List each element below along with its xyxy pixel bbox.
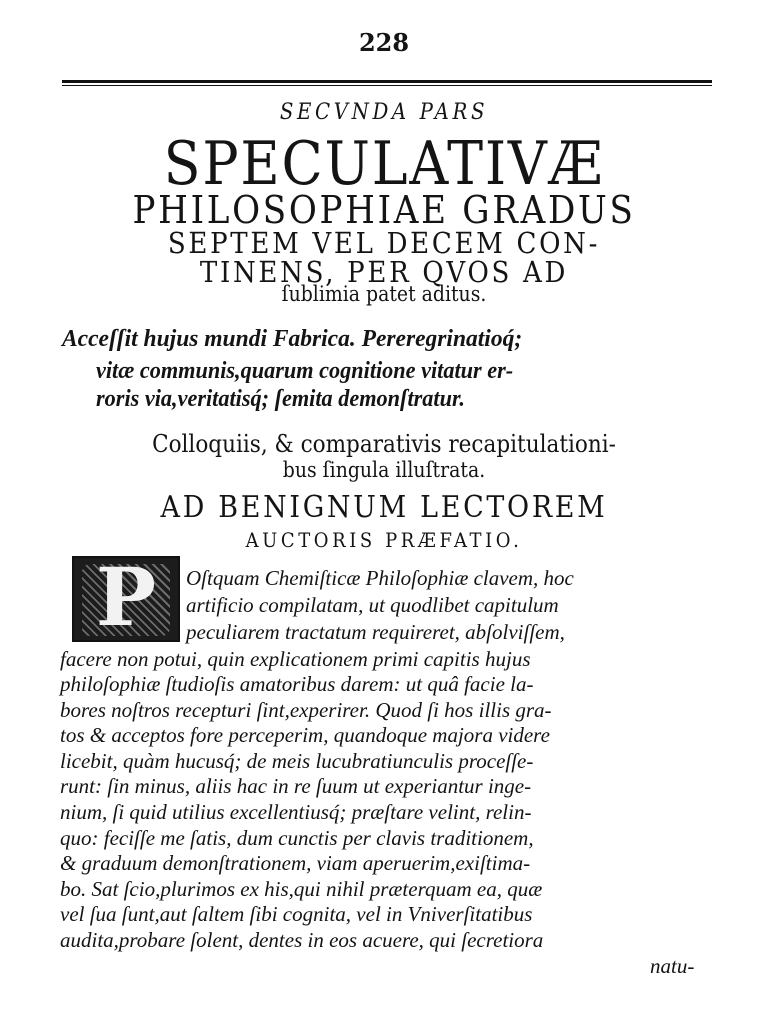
body-line: & graduum demonſtrationem, viam aperuerim,exiſtima- bbox=[60, 851, 531, 875]
colloquiis-line-2: bus ſingula illuſtrata. bbox=[282, 458, 486, 482]
drop-cap-ornament bbox=[72, 550, 180, 644]
body-line: quo: feciſſe me ſatis, dum cunctis per clavis traditionem, bbox=[60, 826, 534, 850]
body-line: philoſophiæ ſtudioſis amatoribus darem: ut quâ facie la- bbox=[60, 672, 534, 696]
heading-speculativae: SPECULATIVÆ bbox=[163, 129, 605, 199]
heading-tinens: TINENS, PER QVOS AD bbox=[199, 255, 569, 289]
accessit-line-1: Acceſſit hujus mundi Fabrica. Pereregrinatioq́; bbox=[62, 326, 523, 352]
header-rule bbox=[62, 80, 712, 83]
drop-cap-letter: P bbox=[95, 550, 157, 644]
heading-secunda-pars: SECVNDA PARS bbox=[279, 100, 489, 125]
body-line: licebit, quàm hucusq́; de meis lucubratiunculis proceſſe- bbox=[60, 749, 534, 773]
body-line: bores noſtros recepturi ſint,experirer. Quod ſi hos illis gra- bbox=[60, 698, 552, 722]
body-line: vel ſua ſunt,aut ſaltem ſibi cognita, vel in Vniverſitatibus bbox=[60, 902, 533, 926]
body-line: tos & acceptos fore perceperim, quandoque majora videre bbox=[60, 723, 550, 747]
accessit-line-3: roris via,veritatisq́; ſemita demonſtratur. bbox=[96, 386, 465, 412]
heading-septem: SEPTEM VEL DECEM CON- bbox=[167, 226, 601, 260]
catchword: natu- bbox=[650, 954, 695, 978]
body-line: peculiarem tractatum requireret, abſolviſſem, bbox=[186, 620, 565, 644]
colloquiis-line-1: Colloquiis, & comparativis recapitulationi- bbox=[152, 430, 616, 458]
body-line: bo. Sat ſcio,plurimos ex his,qui nihil præterquam ea, quæ bbox=[60, 877, 543, 901]
body-line: facere non potui, quin explicationem primi capitis hujus bbox=[60, 647, 531, 671]
body-line: nium, ſi quid utilius excellentiusq́; præſtare velint, relin- bbox=[60, 800, 532, 824]
praefatio-heading: AUCTORIS PRÆFATIO. bbox=[245, 528, 523, 552]
accessit-line-2: vitæ communis,quarum cognitione vitatur er- bbox=[96, 358, 514, 384]
heading-philosophiae: PHILOSOPHIAE GRADUS bbox=[132, 188, 636, 232]
body-line: Oſtquam Chemiſticæ Philoſophiæ clavem, hoc bbox=[186, 566, 574, 590]
body-line: artificio compilatam, ut quodlibet capitulum bbox=[186, 593, 559, 617]
header-rule-thin bbox=[62, 85, 712, 86]
ad-lectorem-heading: AD BENIGNUM LECTOREM bbox=[160, 490, 608, 525]
heading-sublimia: ſublimia patet aditus. bbox=[281, 282, 487, 306]
body-line: audita,probare ſolent, dentes in eos acuere, qui ſecretiora bbox=[60, 928, 544, 952]
body-line: runt: ſin minus, aliis hac in re ſuum ut experiantur inge- bbox=[60, 774, 532, 798]
page-number: 228 bbox=[358, 28, 410, 57]
